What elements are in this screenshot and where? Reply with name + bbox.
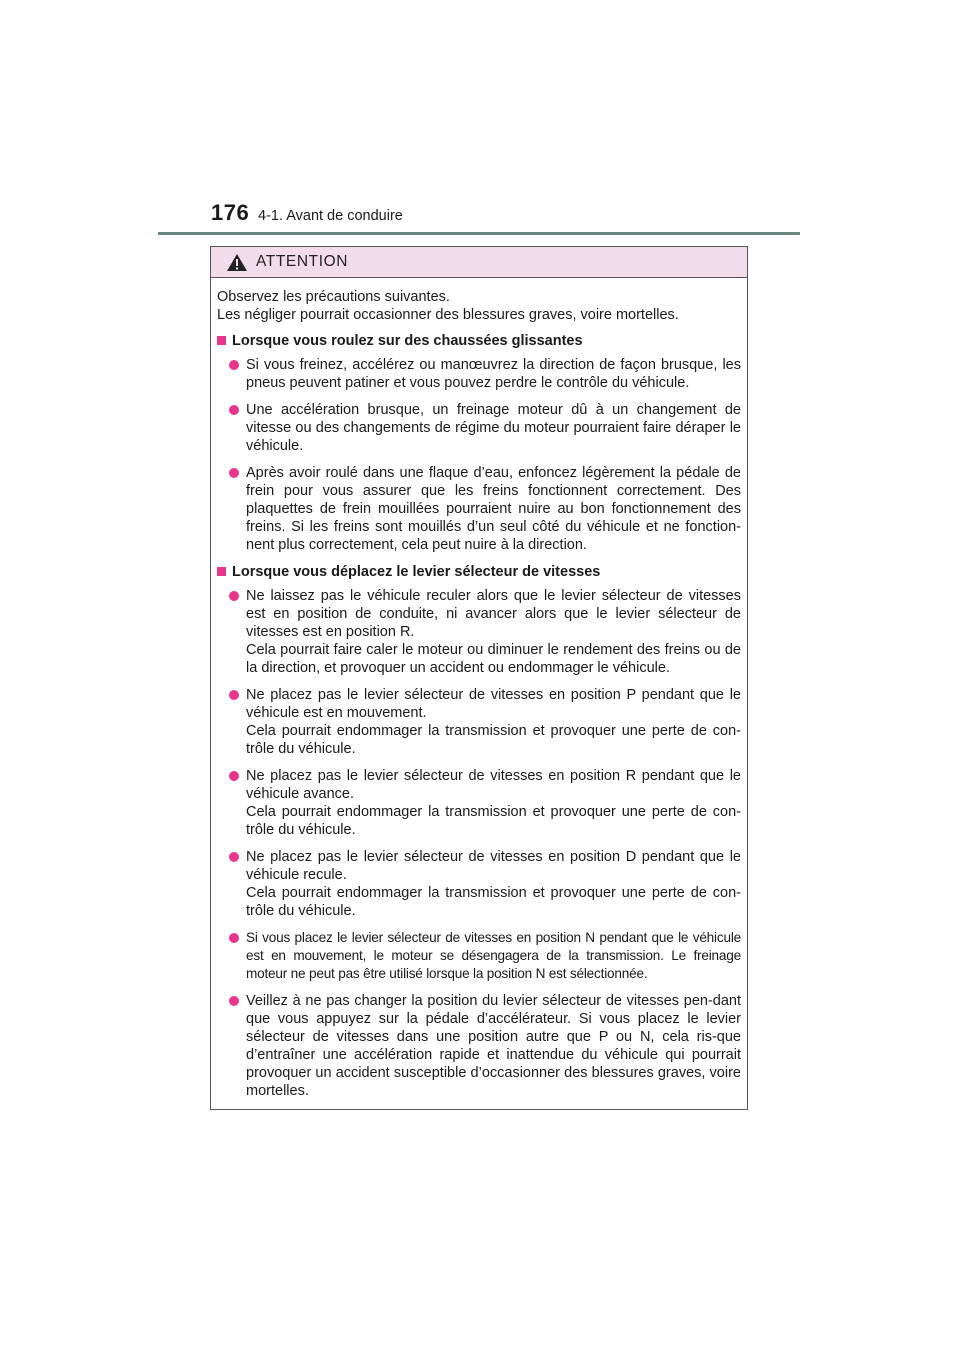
warning-box bbox=[210, 246, 748, 1110]
section-title: 4-1. Avant de conduire bbox=[258, 208, 403, 224]
warning-intro bbox=[217, 288, 741, 324]
warning-header bbox=[211, 247, 747, 278]
bullet-icon bbox=[229, 690, 239, 700]
bullet-icon bbox=[229, 468, 239, 478]
page-number: 176 bbox=[211, 200, 250, 225]
list-item: Ne laissez pas le véhicule reculer alors que le levier sélecteur de vitesses est en position de conduite, ni avancer alors que le levier sélecteur de vitesses est en position R. Cela pourrait faire caler le moteur ou diminuer le rendement des freins ou de la direction, et provoquer un accident ou endommager le véhicule. bbox=[229, 587, 741, 677]
bullet-icon bbox=[229, 852, 239, 862]
page-header bbox=[0, 0, 960, 240]
warning-title: ATTENTION bbox=[256, 253, 349, 270]
section-shift-lever bbox=[217, 563, 741, 1100]
list-item: Ne placez pas le levier sélecteur de vitesses en position R pendant que le véhicule avance. Cela pourrait endommager la transmission et provoquer une perte de con-trôle du véhicule. bbox=[229, 767, 741, 839]
bullet-icon bbox=[229, 405, 239, 415]
section-heading: Lorsque vous roulez sur des chaussées glissantes bbox=[217, 332, 741, 350]
list-item: Une accélération brusque, un freinage moteur dû à un changement de vitesse ou des changements de régime du moteur pourraient faire déraper le véhicule. bbox=[229, 401, 741, 455]
intro-line: Observez les précautions suivantes. bbox=[217, 289, 450, 305]
bullet-icon bbox=[229, 933, 239, 943]
intro-line: Les négliger pourrait occasionner des blessures graves, voire mortelles. bbox=[217, 307, 679, 323]
list-item: Veillez à ne pas changer la position du levier sélecteur de vitesses pen-dant que vous appuyez sur la pédale d’accélérateur. Si vous placez le levier sélecteur de vitesses dans une position autre que P ou N, cela ris-que d’entraîner une accélération rapide et inattendue du véhicule qui pourrait provoquer un accident susceptible d’occasionner des blessures graves, voire mortelles. bbox=[229, 992, 741, 1100]
square-bullet-icon bbox=[217, 567, 226, 576]
square-bullet-icon bbox=[217, 336, 226, 345]
list-item: Si vous freinez, accélérez ou manœuvrez la direction de façon brusque, les pneus peuvent patiner et vous pouvez perdre le contrôle du véhicule. bbox=[229, 356, 741, 392]
list-item: Ne placez pas le levier sélecteur de vitesses en position D pendant que le véhicule recule. Cela pourrait endommager la transmission et provoquer une perte de con-trôle du véhicule. bbox=[229, 848, 741, 920]
bullet-icon bbox=[229, 360, 239, 370]
warning-body bbox=[211, 278, 747, 1100]
list-item: Après avoir roulé dans une flaque d’eau, enfoncez légèrement la pédale de frein pour vous assurer que les freins fonctionnent correctement. Des plaquettes de frein mouillées pourraient nuire au bon fonctionnement des freins. Si les freins sont mouillés d’un seul côté du véhicule et ne fonction-nent plus correctement, cela peut nuire à la direction. bbox=[229, 464, 741, 554]
bullet-icon bbox=[229, 771, 239, 781]
section-heading: Lorsque vous déplacez le levier sélecteur de vitesses bbox=[217, 563, 741, 581]
warning-triangle-icon bbox=[226, 253, 248, 272]
list-item: Ne placez pas le levier sélecteur de vitesses en position P pendant que le véhicule est en mouvement. Cela pourrait endommager la transmission et provoquer une perte de con-trôle du véhicule. bbox=[229, 686, 741, 758]
section-slippery-roads bbox=[217, 332, 741, 554]
bullet-icon bbox=[229, 591, 239, 601]
header-divider bbox=[158, 232, 800, 235]
list-item: Si vous placez le levier sélecteur de vitesses en position N pendant que le véhicule est en mouvement, le moteur se désengagera de la transmission. Le freinage moteur ne peut pas être utilisé lorsque la position N est sélectionnée. bbox=[229, 929, 741, 983]
bullet-icon bbox=[229, 996, 239, 1006]
